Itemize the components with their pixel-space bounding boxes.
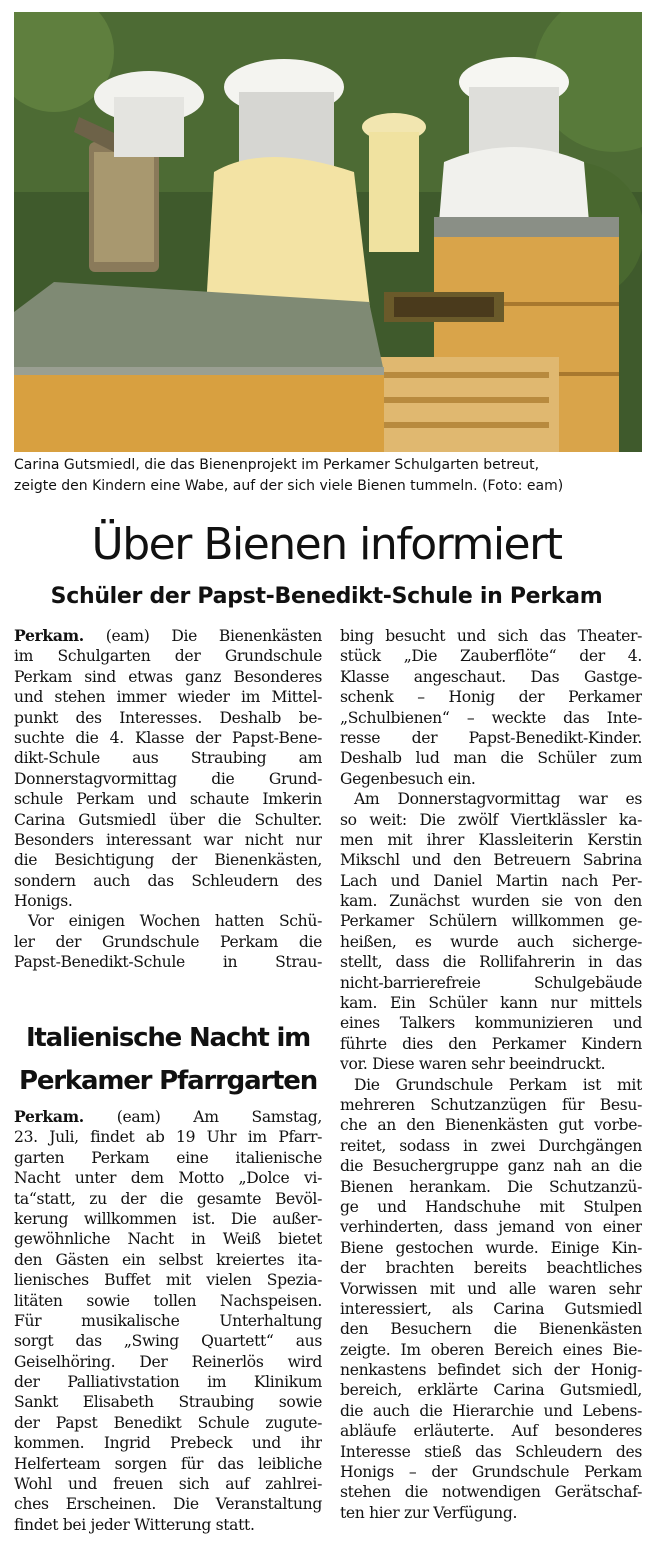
article-line: gewöhnliche Nacht in Weiß bietet [14,1230,322,1249]
article-line: ler der Grundschule Perkam die [14,932,322,951]
article-line: der Papst Benedikt Schule zugute- [14,1413,322,1432]
article-line: Vor einigen Wochen hatten Schü- [28,912,322,931]
article-line: führte dies den Perkamer Kindern [340,1034,642,1053]
article-line: Perkam sind etwas ganz Besonderes [14,667,322,686]
article-line: Honigs. [14,892,73,911]
article-line: Sankt Elisabeth Straubing sowie [14,1393,322,1412]
article-line: findet bei jeder Witterung statt. [14,1515,255,1534]
photo-caption [14,455,642,497]
caption-line: zeigte den Kindern eine Wabe, auf der sich viele Bienen tummeln. (Foto: eam) [14,478,564,494]
article-line: resse der Papst-Benedikt-Kinder. [340,728,642,747]
article-line: Geiselhöring. Der Reinerlös wird [14,1352,322,1371]
sidebar-headline-line: Italienische Nacht im [25,1023,311,1053]
article-line: suchte die 4. Klasse der Papst-Bene- [14,728,322,747]
article-line: schule Perkam und schaute Imkerin [14,790,322,809]
article-line: bing besucht und sich das Theater- [340,627,642,645]
article-line: Die Grundschule Perkam ist mit [354,1075,642,1094]
article-line: men mit ihrer Klassleiterin Kerstin [340,830,642,849]
article-line: stellt, dass die Rollifahrerin in das [340,953,642,972]
sidebar-article-body [14,1107,322,1535]
article-line: interessiert, als Carina Gutsmiedl [340,1299,642,1318]
article-line: Gegenbesuch ein. [340,769,476,788]
article-line: Interesse stieß das Schleudern des [340,1442,642,1461]
article-line: Perkam. (eam) Die Bienenkästen [14,626,322,645]
article-line: lienisches Buffet mit vielen Spezia- [14,1271,322,1290]
article-line: der Palliativstation im Klinikum [14,1373,322,1392]
article-line: kam. Zunächst wurden sie von den [340,892,642,911]
article-line: Für musikalische Unterhaltung [14,1311,322,1330]
article-line: ten hier zur Verfügung. [340,1503,518,1522]
article-line: Biene gestochen wurde. Einige Kin- [340,1238,642,1257]
article-line: Lach und Daniel Martin nach Per- [340,871,642,890]
article-line: bereich, erklärte Carina Gutsmiedl, [340,1381,642,1400]
article-line: dikt-Schule aus Straubing am [14,749,322,768]
article-line: nicht-barrierefreie Schulgebäude [340,973,642,992]
article-line: mehreren Schutzanzügen für Besu- [340,1095,642,1114]
article-line: Honigs – der Grundschule Perkam [340,1463,642,1482]
article-line: reitet, sodass in zwei Durchgängen [340,1136,642,1155]
subheadline: Schüler der Papst-Benedikt-Schule in Perkam [50,584,603,609]
article-line: Am Donnerstagvormittag war es [354,790,642,809]
article-line: der brachten bereits beachtliches [340,1259,642,1278]
article-line: Bienen herankam. Die Schutzanzü- [340,1177,642,1196]
article-line: Papst-Benedikt-Schule in Strau- [14,953,322,972]
article-line: Perkamer Schülern willkommen ge- [340,912,642,931]
article-line: ches Erscheinen. Die Veranstaltung [14,1495,322,1514]
article-line: und stehen immer wieder im Mittel- [14,688,322,707]
article-photo [14,12,642,452]
beekeeping-photo [14,12,642,452]
article-line: Perkam. (eam) Am Samstag, [14,1107,322,1126]
article-line: che an den Bienenkästen gut vorbe- [340,1116,642,1135]
headline: Über Bienen informiert [91,519,562,570]
article-line: Nacht unter dem Motto „Dolce vi- [14,1169,322,1188]
article-line: die Besuchergruppe ganz nah an die [340,1157,642,1176]
article-line: eines Talkers kommunizieren und [340,1014,642,1033]
article-line: Deshalb lud man die Schüler zum [340,749,642,768]
article-line: „Schulbienen“ – weckte das Inte- [340,708,642,727]
article-line: den Gästen ein selbst kreiertes ita- [14,1250,322,1269]
article-line: Besonders interessant war nicht nur [14,830,322,849]
article-line: Carina Gutsmiedl über die Schulter. [14,810,322,829]
article-line: ge und Handschuhe mit Stulpen [340,1197,642,1216]
article-line: zeigte. Im oberen Bereich eines Bie- [340,1340,642,1359]
article-line: kam. Ein Schüler kann nur mittels [340,994,642,1013]
article-line: heißen, es wurde auch sicherge- [340,932,642,951]
article-line: kommen. Ingrid Prebeck und ihr [14,1434,322,1453]
article-line: garten Perkam eine italienische [14,1148,322,1167]
sidebar-headline-line: Perkamer Pfarrgarten [18,1066,318,1096]
article-line: Mikschl und den Betreuern Sabrina [340,851,642,870]
article-line: so weit: Die zwölf Viertklässler ka- [340,810,642,829]
caption-line: Carina Gutsmiedl, die das Bienenprojekt im Perkamer Schulgarten betreut, [14,457,540,473]
dateline: Perkam. [14,1107,84,1126]
article-line: sondern auch das Schleudern des [14,871,322,890]
article-line: die Besichtigung der Bienenkästen, [14,851,322,870]
article-line: Klasse angeschaut. Das Gastge- [340,667,642,686]
article-line: im Schulgarten der Grundschule [14,647,322,666]
article-line: punkt des Interesses. Deshalb be- [14,708,322,727]
sidebar-headline [14,1017,322,1103]
article-line: abläufe erläuterte. Auf besonderes [340,1422,642,1441]
article-line: Helferteam sorgen für das leibliche [14,1454,322,1473]
article-line: schenk – Honig der Perkamer [340,688,642,707]
article-line: Donnerstagvormittag die Grund- [14,769,322,788]
article-line: den Besuchern die Bienenkästen [340,1320,642,1339]
article-line: sorgt das „Swing Quartett“ aus [14,1332,322,1351]
article-line: 23. Juli, findet ab 19 Uhr im Pfarr- [14,1128,322,1147]
article-line: Wohl und freuen sich auf zahlrei- [14,1475,322,1494]
article-line: stück „Die Zauberflöte“ der 4. [340,647,642,666]
article-line: litäten sowie tollen Nachspeisen. [14,1291,322,1310]
article-line: vor. Diese waren sehr beeindruckt. [340,1055,606,1074]
article-line: verhinderten, dass jemand von einer [340,1218,642,1237]
article-line: stehen die notwendigen Gerätschaf- [340,1483,642,1502]
article-line: die auch die Hierarchie und Lebens- [340,1401,642,1420]
article-column-2 [340,626,642,1523]
article-column-1 [14,626,322,973]
article-line: kerung willkommen ist. Die außer- [14,1209,322,1228]
dateline: Perkam. [14,626,84,645]
article-line: Vorwissen mit und alle waren sehr [340,1279,642,1298]
article-line: nenkastens befindet sich der Honig- [340,1361,642,1380]
article-line: ta“statt, zu der die gesamte Bevöl- [14,1189,322,1208]
